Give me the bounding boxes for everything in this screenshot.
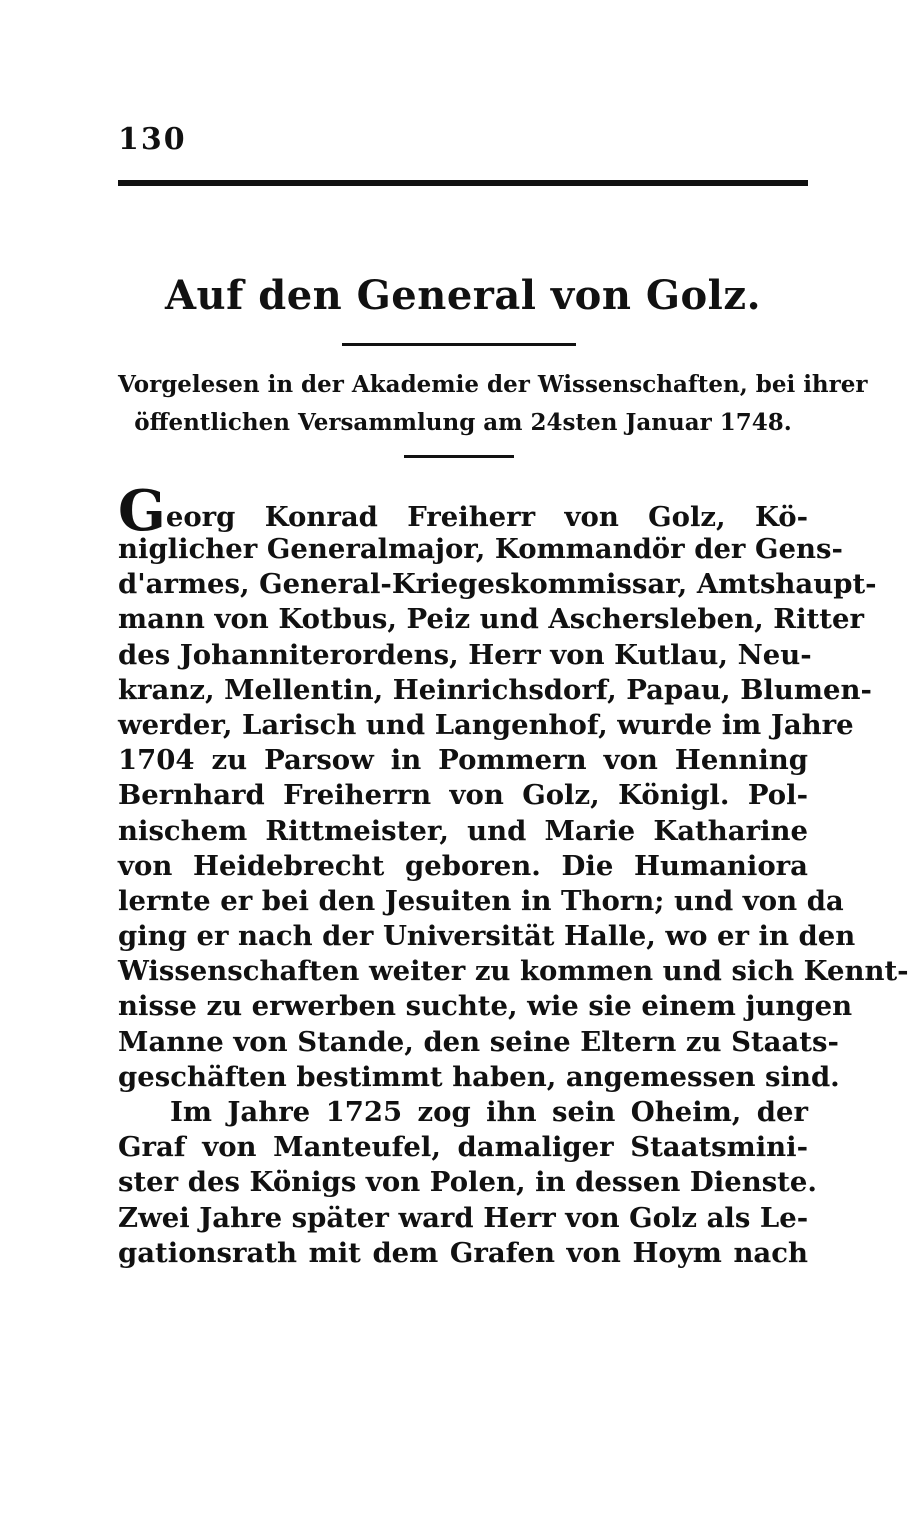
page-number: 130 [118, 122, 187, 157]
subtitle-line: öffentlichen Versammlung am 24sten Januar 1748. [134, 409, 792, 436]
text-line: werder, Larisch und Langenhof, wurde im Jahre [118, 708, 854, 741]
text-line: niglicher Generalmajor, Kommandör der Gens- [118, 533, 843, 565]
text-line: Manne von Stande, den seine Eltern zu Staats- [118, 1025, 839, 1058]
text-line: ster des Königs von Polen, in dessen Dienste. [118, 1166, 817, 1199]
text-line: mann von Kotbus, Peiz und Aschersleben, Ritter [118, 603, 864, 636]
drop-cap: G [118, 478, 166, 544]
text-line [118, 478, 808, 544]
text-line: kranz, Mellentin, Heinrichsdorf, Papau, Blumen- [118, 673, 872, 706]
text-line: d'armes, General-Kriegeskommissar, Amtshaupt- [118, 568, 877, 601]
text-line: nisse zu erwerben suchte, wie sie einem jungen [118, 990, 853, 1023]
text-line: ging er nach der Universität Halle, wo er in den [118, 920, 856, 953]
text-line: lernte er bei den Jesuiten in Thorn; und von da [118, 884, 844, 917]
text-line: nischem Rittmeister, und Marie Katharine [118, 814, 808, 847]
text-line: 1704 zu Parsow in Pommern von Henning [118, 744, 808, 777]
text-line: des Johanniterordens, Herr von Kutlau, Neu- [118, 638, 812, 671]
text-line: von Heidebrecht geboren. Die Humaniora [118, 849, 808, 882]
text-line: Zwei Jahre später ward Herr von Golz als Le- [118, 1201, 809, 1234]
subtitle [118, 366, 868, 442]
subtitle-rule [404, 455, 514, 458]
text-line: Im Jahre 1725 zog ihn sein Oheim, der [170, 1096, 808, 1128]
subtitle-line: Vorgelesen in der Akademie der Wissenschaften, bei ihrer [118, 371, 868, 398]
text-line: Graf von Manteufel, damaliger Staatsmini- [118, 1131, 808, 1164]
body-text [118, 478, 909, 1271]
page-title: Auf den General von Golz. [164, 272, 762, 319]
paragraph-1 [118, 478, 909, 1095]
first-line-text: eorg Konrad Freiherr von Golz, Kö- [165, 501, 808, 533]
text-line: Bernhard Freiherrn von Golz, Königl. Pol- [118, 779, 808, 812]
title-rule [342, 343, 576, 346]
header-rule [118, 180, 808, 186]
text-line: gationsrath mit dem Grafen von Hoym nach [118, 1236, 808, 1269]
text-line: Wissenschaften weiter zu kommen und sich Kennt- [118, 955, 909, 988]
paragraph-2 [118, 1095, 817, 1271]
text-line: geschäften bestimmt haben, angemessen sind. [118, 1060, 840, 1093]
